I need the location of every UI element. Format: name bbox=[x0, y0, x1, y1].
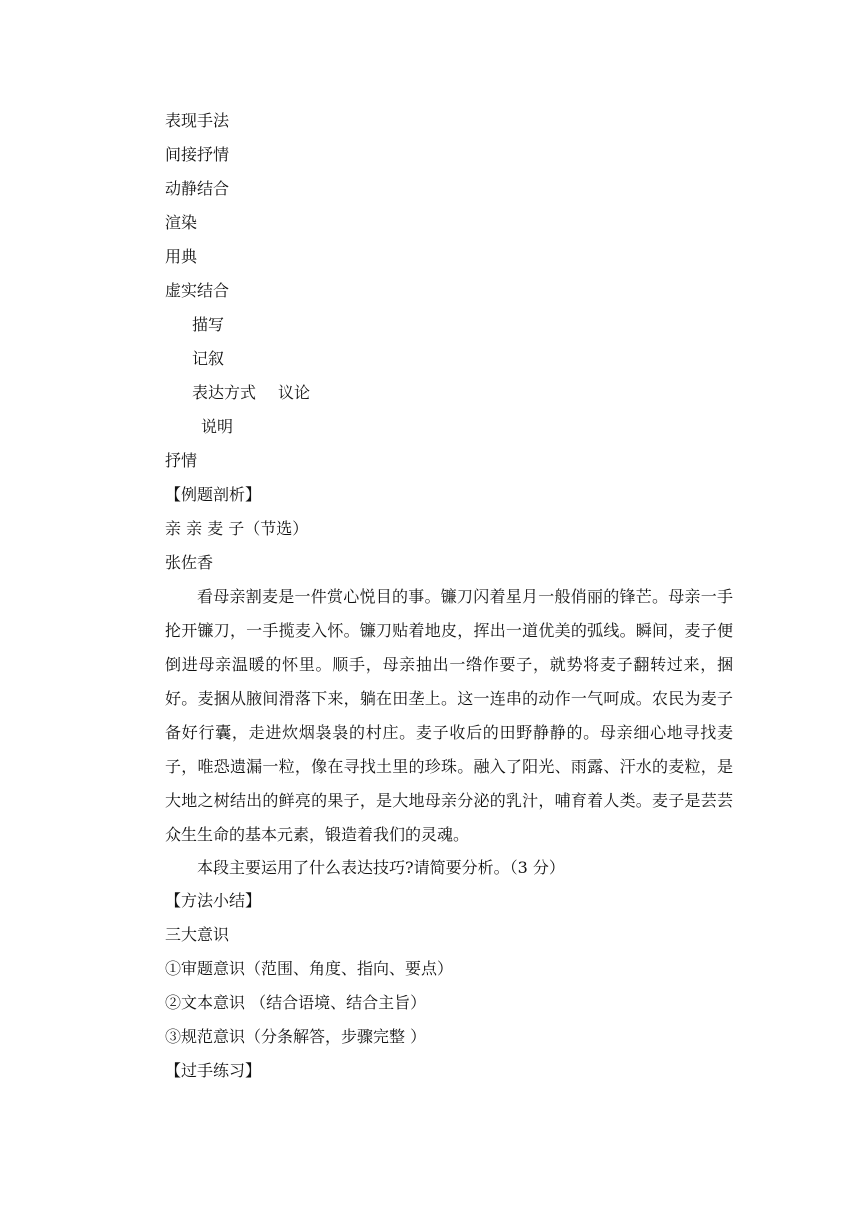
expression-label: 表达方式 bbox=[192, 383, 257, 402]
article-author: 张佐香 bbox=[165, 553, 214, 572]
technique-item: 用典 bbox=[165, 247, 198, 266]
summary-title: 三大意识 bbox=[165, 925, 230, 944]
practice-heading: 【过手练习】 bbox=[165, 1061, 262, 1080]
technique-item: 渲染 bbox=[165, 213, 198, 232]
expression-row bbox=[192, 383, 310, 403]
summary-item: ③规范意识（分条解答，步骤完整 ） bbox=[165, 1027, 427, 1046]
expression-miaoxie: 描写 bbox=[192, 315, 225, 334]
expression-shuoming: 说明 bbox=[201, 417, 234, 436]
expression-jixu: 记叙 bbox=[192, 349, 225, 368]
technique-item: 间接抒情 bbox=[165, 145, 230, 164]
summary-item: ①审题意识（范围、角度、指向、要点） bbox=[165, 959, 454, 978]
technique-item: 动静结合 bbox=[165, 179, 230, 198]
example-heading: 【例题剖析】 bbox=[165, 485, 262, 504]
example-question: 本段主要运用了什么表达技巧?请简要分析。（3 分） bbox=[197, 858, 565, 877]
summary-heading: 【方法小结】 bbox=[165, 891, 262, 910]
article-passage: 看母亲割麦是一件赏心悦目的事。镰刀闪着星月一般俏丽的锋芒。母亲一手抡开镰刀，一手揽麦入怀。镰刀贴着地皮，挥出一道优美的弧线。瞬间，麦子便倒进母亲温暖的怀里。顺手，母亲抽出一绺作要子，就势将麦子翻转过来，捆好。麦捆从腋间滑落下来，躺在田垄上。这一连串的动作一气呵成。农民为麦子备好行囊，走进炊烟袅袅的村庄。麦子收后的田野静静的。母亲细心地寻找麦子，唯恐遗漏一粒，像在寻找土里的珍珠。融入了阳光、雨露、汗水的麦粒，是大地之树结出的鲜亮的果子，是大地母亲分泌的乳汁，哺育着人类。麦子是芸芸众生生命的基本元素，锻造着我们的灵魂。 bbox=[165, 587, 733, 844]
expression-shuqing: 抒情 bbox=[165, 451, 198, 470]
techniques-title: 表现手法 bbox=[165, 111, 230, 130]
expression-yilun: 议论 bbox=[278, 383, 311, 402]
summary-item: ②文本意识 （结合语境、结合主旨） bbox=[165, 993, 427, 1012]
technique-item: 虚实结合 bbox=[165, 281, 230, 300]
article-title: 亲 亲 麦 子（节选） bbox=[165, 519, 309, 538]
